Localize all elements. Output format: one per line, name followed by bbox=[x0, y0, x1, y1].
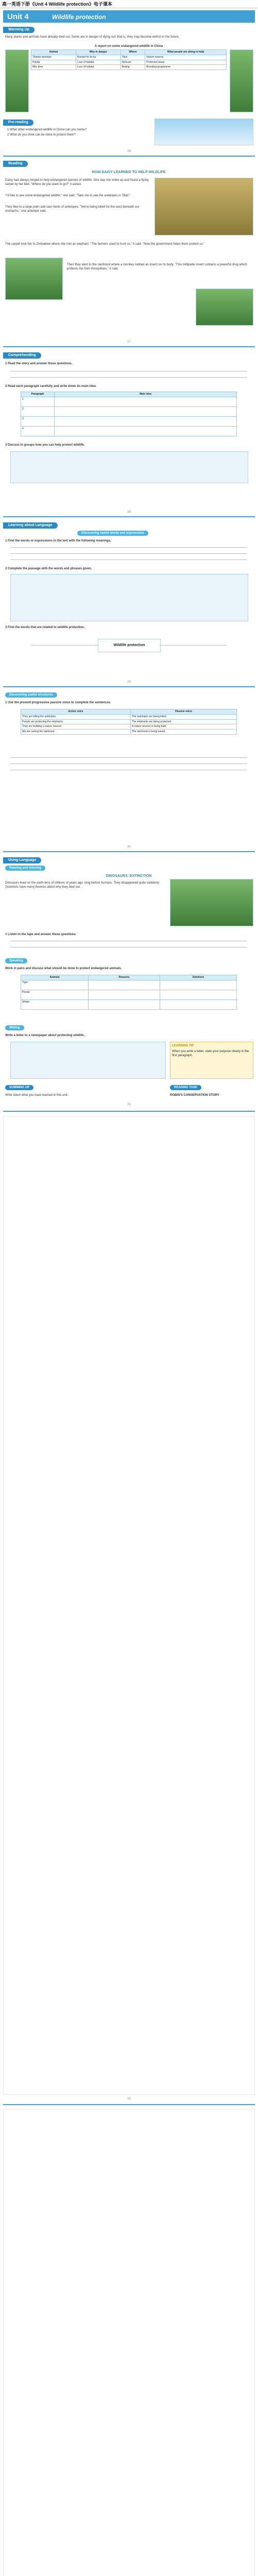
page-divider bbox=[3, 851, 255, 852]
monkey-photo bbox=[196, 289, 253, 326]
table-cell[interactable] bbox=[89, 980, 160, 990]
reading-paragraph: They flew to a large plain and saw herds of antelopes. "We're being killed for the wool beneath our stomachs," one antelope said. bbox=[5, 206, 140, 213]
table-header-cell: Passive voice bbox=[130, 709, 236, 715]
table-cell: Sichuan bbox=[121, 60, 145, 65]
table-header-cell: Animals bbox=[21, 975, 89, 980]
table-cell: Beijing bbox=[121, 65, 145, 70]
unit-banner bbox=[3, 10, 255, 23]
table-cell: Panda bbox=[21, 990, 89, 999]
reading-task-title: ROBIN'S CONSERVATION STORY bbox=[170, 1094, 219, 1097]
pre-reading-q2: 2 What do you think can be done to protect them? bbox=[7, 133, 76, 137]
comprehending-q2: 2 Read each paragraph carefully and write down its main idea. bbox=[5, 385, 97, 388]
language-ex3: 3 Find the words that are related to wildlife protection. bbox=[5, 626, 85, 629]
table-cell: They are killing the antelopes. bbox=[21, 714, 131, 719]
page-number: 26 bbox=[127, 150, 131, 153]
writing-q: Write a letter to a newspaper about protecting wildlife. bbox=[5, 1034, 85, 1037]
mindmap-branch bbox=[31, 645, 98, 646]
learning-tip-text: When you write a letter, state your purpose clearly in the first paragraph. bbox=[172, 1050, 249, 1058]
table-cell: Protected areas bbox=[145, 60, 227, 65]
comprehending-heading: Comprehending bbox=[3, 352, 41, 359]
table-cell: The rainforest is being saved. bbox=[130, 730, 236, 735]
table-row bbox=[21, 730, 237, 735]
main-idea-table bbox=[21, 392, 237, 436]
table-cell: The antelopes are being killed. bbox=[130, 714, 236, 719]
mindmap-center bbox=[98, 639, 161, 652]
table-cell: 1 bbox=[21, 397, 55, 406]
answer-line bbox=[10, 757, 247, 758]
reading-paragraph: Daisy had always longed to help endangered species of wildlife. One day she woke up and found a flying carpet by her bed. "Where do you want to go?" it asked. bbox=[5, 179, 149, 187]
table-row bbox=[21, 406, 237, 416]
speaking-q: Work in pairs and discuss what should be done to protect endangered animals. bbox=[5, 967, 122, 970]
warming-up-intro: Many plants and animals have already died out. Some are in danger of dying out; that is, they may become extinct in the future. bbox=[5, 36, 180, 39]
table-cell: Tibetan antelope bbox=[31, 55, 76, 60]
table-cell: We are saving the rainforest. bbox=[21, 730, 131, 735]
table-cell[interactable] bbox=[55, 416, 237, 426]
voice-table bbox=[21, 709, 237, 735]
page-divider bbox=[3, 516, 255, 517]
warming-up-table-title: A report on some endangered wildlife in China bbox=[94, 45, 163, 48]
table-cell: Hunted for its fur bbox=[76, 55, 121, 60]
dinosaur-story-text: Dinosaurs lived on the earth tens of millions of years ago, long before humans. They disappeared quite suddenly. Scientists have many theories about why they died out. bbox=[5, 882, 160, 889]
learning-about-language-heading: Learning about Language bbox=[3, 522, 58, 529]
discovering-words-heading: Discovering useful words and expressions bbox=[77, 531, 148, 536]
endangered-table bbox=[31, 49, 227, 70]
table-header-cell: Why in danger bbox=[76, 50, 121, 55]
speaking-table bbox=[21, 975, 237, 1010]
discovering-structures-heading: Discovering useful structures bbox=[5, 692, 57, 698]
table-header-cell: Reasons bbox=[89, 975, 160, 980]
table-cell: A nature reserve is being built. bbox=[130, 724, 236, 730]
continued-page bbox=[3, 1116, 255, 2095]
table-row bbox=[31, 55, 227, 60]
table-row bbox=[21, 724, 237, 730]
table-row bbox=[21, 980, 237, 990]
table-header-row bbox=[21, 392, 237, 397]
reading-paragraph: Then they went to the rainforest where a monkey rubbed an insect on its body. "This millipede insect contains a powerful drug which protects me from mosquitoes," it said. bbox=[67, 263, 247, 271]
mindmap-center-label: Wildlife protection bbox=[113, 643, 145, 647]
antelope-photo bbox=[5, 49, 29, 112]
language-ex1: 1 Find the words or expressions in the text with the following meanings. bbox=[5, 539, 111, 543]
unit-title: Wildlife protection bbox=[52, 13, 106, 21]
page-number: 27 bbox=[127, 341, 131, 344]
unit-label: Unit 4 bbox=[7, 12, 29, 21]
answer-line bbox=[10, 377, 247, 378]
table-cell[interactable] bbox=[89, 990, 160, 999]
reading-title: HOW DAISY LEARNED TO HELP WILDLIFE bbox=[92, 171, 166, 174]
table-cell: Tibet bbox=[121, 55, 145, 60]
reading-task-heading: READING TASK bbox=[170, 1085, 201, 1090]
table-cell[interactable] bbox=[55, 406, 237, 416]
table-header-cell: Active voice bbox=[21, 709, 131, 715]
table-cell: Milu deer bbox=[31, 65, 76, 70]
table-row bbox=[21, 719, 237, 724]
table-header-row bbox=[31, 50, 227, 55]
table-row bbox=[21, 426, 237, 436]
page-number: 31 bbox=[127, 1103, 131, 1106]
document-title: 高一英语下册《Unit 4 Wildlife protection》电子课本 bbox=[2, 2, 112, 7]
table-cell: Breeding programme bbox=[145, 65, 227, 70]
page-number: 28 bbox=[127, 511, 131, 514]
learning-tip-title: LEARNING TIP bbox=[172, 1044, 194, 1047]
table-header-cell: Main idea bbox=[55, 392, 237, 397]
dinosaur-illustration bbox=[170, 879, 253, 926]
table-cell: People are protecting the elephants. bbox=[21, 719, 131, 724]
reading-paragraph: The carpet took her to Zimbabwe where she met an elephant. "The farmers used to hunt us," it said. "Now the government helps them protect us." bbox=[5, 243, 205, 246]
writing-area[interactable] bbox=[10, 1042, 166, 1079]
table-row bbox=[31, 60, 227, 65]
elephant-photo bbox=[5, 258, 63, 300]
table-cell[interactable] bbox=[55, 397, 237, 406]
table-row bbox=[31, 65, 227, 70]
table-cell: Nature reserve bbox=[145, 55, 227, 60]
table-row bbox=[21, 714, 237, 719]
table-row bbox=[21, 990, 237, 999]
table-cell: Loss of habitat bbox=[76, 60, 121, 65]
table-row bbox=[21, 397, 237, 406]
comprehending-q3: 3 Discuss in groups how you can help protect wildlife. bbox=[5, 444, 85, 447]
page-divider bbox=[3, 686, 255, 687]
speaking-heading: Speaking bbox=[5, 958, 27, 963]
pre-reading-q1: 1 What other endangered wildlife in China can you name? bbox=[7, 128, 87, 131]
writing-heading: Writing bbox=[5, 1025, 24, 1030]
page-number: 32 bbox=[127, 2097, 131, 2100]
table-cell: They are building a nature reserve. bbox=[21, 724, 131, 730]
table-header-cell: Solutions bbox=[160, 975, 236, 980]
table-cell: 2 bbox=[21, 406, 55, 416]
page-divider bbox=[3, 156, 255, 157]
table-header-row bbox=[21, 975, 237, 980]
continued-page bbox=[3, 2109, 255, 2576]
warming-up-heading: Warming Up bbox=[3, 27, 35, 33]
table-cell[interactable] bbox=[160, 999, 236, 1009]
table-cell[interactable] bbox=[160, 980, 236, 990]
table-row bbox=[21, 999, 237, 1009]
table-header-cell: Paragraph bbox=[21, 392, 55, 397]
table-cell: Tiger bbox=[21, 980, 89, 990]
table-cell: 3 bbox=[21, 416, 55, 426]
language-ex2: 2 Complete the passage with the words and phrases given. bbox=[5, 567, 92, 570]
table-cell: 4 bbox=[21, 426, 55, 436]
table-cell[interactable] bbox=[160, 990, 236, 999]
table-row bbox=[21, 416, 237, 426]
structures-q: 1 Use the present progressive passive voice to complete the sentences. bbox=[5, 701, 111, 704]
table-cell: Loss of habitat bbox=[76, 65, 121, 70]
table-header-cell: Animal bbox=[31, 50, 76, 55]
page-number: 29 bbox=[127, 681, 131, 684]
table-cell[interactable] bbox=[89, 999, 160, 1009]
table-cell: Whale bbox=[21, 999, 89, 1009]
table-header-cell: What people are doing to help bbox=[145, 50, 227, 55]
summing-up-heading: SUMMING UP bbox=[5, 1085, 33, 1090]
page-divider bbox=[3, 346, 255, 347]
word-bank-box bbox=[10, 574, 248, 621]
wildlife-illustration bbox=[154, 118, 253, 145]
table-header-row bbox=[21, 709, 237, 715]
listening-q: 1 Listen to the tape and answer these questions. bbox=[5, 933, 77, 936]
summing-up-text: Write down what you have learned in this unit. bbox=[5, 1094, 68, 1097]
mindmap-branch bbox=[160, 645, 227, 646]
reading-listening-heading: Reading and listening bbox=[5, 866, 45, 871]
table-cell: The elephants are being protected. bbox=[130, 719, 236, 724]
dinosaur-story-title: DINOSAURS: EXTINCTION bbox=[106, 874, 152, 878]
pre-reading-heading: Pre-reading bbox=[3, 120, 33, 126]
answer-line bbox=[10, 547, 247, 548]
reading-paragraph: "I'd like to see some endangered wildlife," she said. "Take me to see the antelopes in Tibet." bbox=[5, 194, 131, 197]
table-cell: Panda bbox=[31, 60, 76, 65]
using-language-heading: Using Language bbox=[3, 857, 41, 863]
page-number: 30 bbox=[127, 845, 131, 849]
learning-tip-box bbox=[170, 1042, 253, 1079]
table-header-cell: Where bbox=[121, 50, 145, 55]
tibet-plain-photo bbox=[154, 178, 253, 235]
discussion-box bbox=[10, 451, 248, 483]
table-cell[interactable] bbox=[55, 426, 237, 436]
answer-line bbox=[10, 553, 247, 554]
reading-heading: Reading bbox=[3, 161, 28, 167]
panda-photo bbox=[230, 49, 253, 112]
page-divider bbox=[3, 2104, 255, 2105]
comprehending-q1: 1 Read the story and answer these questions. bbox=[5, 362, 73, 365]
page-divider bbox=[3, 1111, 255, 1112]
